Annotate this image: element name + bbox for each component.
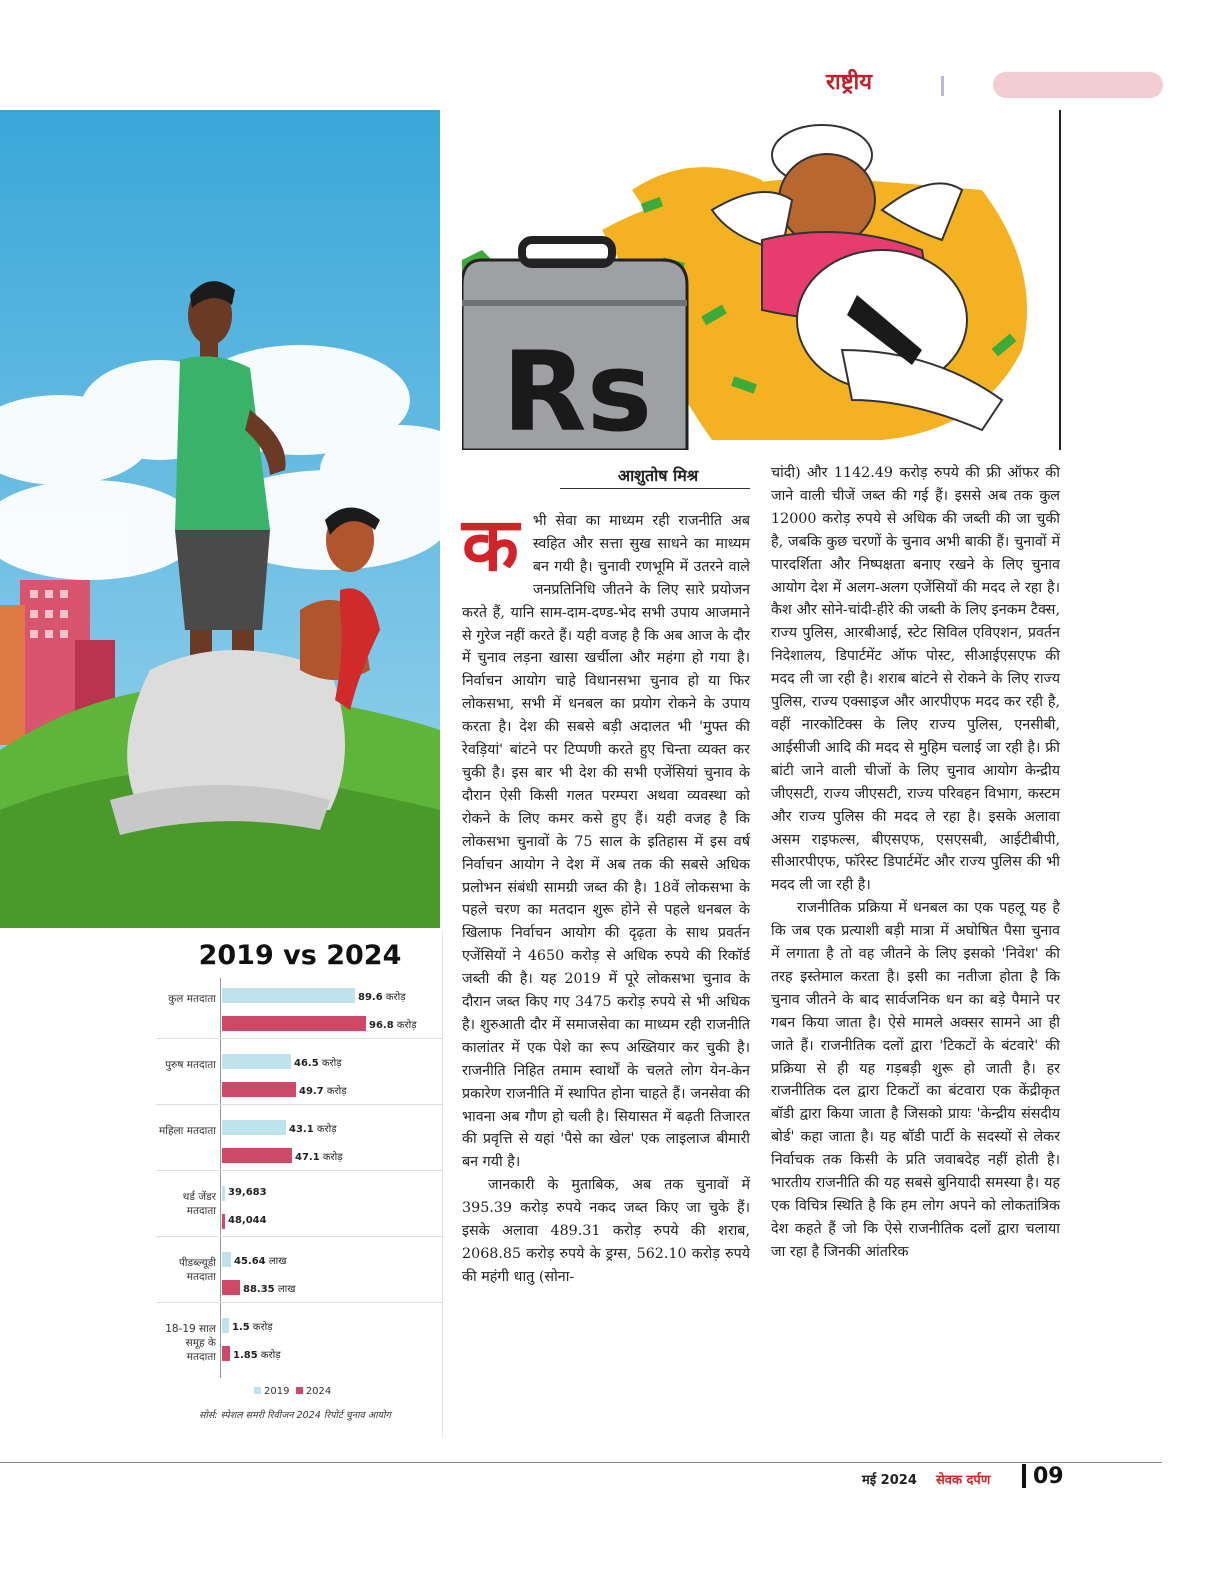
chart-data-label-2019: 45.64 लाख: [234, 1256, 287, 1267]
briefcase-rs-label: Rs: [502, 328, 653, 450]
chart-row-separator: [156, 1302, 442, 1303]
chart-bar-2024: [222, 1280, 240, 1295]
page-number: 09: [1033, 1464, 1064, 1489]
chart-bar-2019: [222, 1054, 291, 1069]
header-separator: [941, 76, 944, 96]
chart-bar-2024: [222, 1214, 225, 1229]
chart-data-label-2019: 39,683: [228, 1187, 267, 1198]
chart-data-label-2024: 47.1 करोड़: [295, 1152, 343, 1163]
article-column-1: [462, 502, 750, 1289]
chart-legend: [254, 1386, 331, 1397]
chart-row-separator: [156, 1104, 442, 1105]
chart-bar-2024: [222, 1082, 296, 1097]
chart-category-label: महिला मतदाता: [158, 1125, 216, 1137]
illustration-politician-money: [462, 110, 1060, 450]
chart-category-label: पीडब्ल्यूडी मतदाता: [178, 1257, 216, 1283]
legend-label-2019: 2019: [264, 1386, 290, 1397]
chart-category-label: 18-19 साल समूह के मतदाता: [165, 1323, 216, 1363]
chart-data-label-2024: 96.8 करोड़: [369, 1020, 417, 1031]
footer-date: मई 2024: [862, 1473, 917, 1488]
article-paragraph-3: चांदी) और 1142.49 करोड़ रुपये की फ्री ऑफर की जाने वाली चीजें जब्त की गई हैं। इससे अब तक कुल 12000 करोड़ रुपये से अधिक की जब्ती की जा चुकी है, जबकि कुछ चरणों के चुनाव अभी बाकी हैं। चुनावों में पारदर्शिता और निष्पक्षता बनाए रखने के लिए चुनाव आयोग देश में अलग-अलग एजेंसियों की मदद ले रहा है। कैश और सोने-चांदी-हीरे की जब्ती के लिए इनकम टैक्स, राज्य पुलिस, आरबीआई, स्टेट सिविल एविएशन, प्रवर्तन निदेशालय, डिपार्टमेंट ऑफ पोस्ट, सीआईएसएफ की मदद ली जा रही है। शराब बांटने से रोकने के लिए राज्य पुलिस, राज्य एक्साइज और आरपीएफ मदद कर रही है, वहीं नारकोटिक्स के लिए राज्य पुलिस, एनसीबी, आईसीजी आदि की मदद से मुहिम चलाई जा रही है। फ्री बांटी जाने वाली चीजों के लिए चुनाव आयोग केन्द्रीय जीएसटी, राज्य जीएसटी, राज्य परिवहन विभाग, कस्टम और राज्य पुलिस की मदद ले रहा है। इसके अलावा असम राइफल्स, बीएसएफ, एसएसबी, आईटीबीपी, सीआरपीएफ, फॉरेस्ट डिपार्टमेंट और राज्य पुलिस की भी मदद ली जा रही है।: [771, 465, 1060, 894]
dropcap-letter: क: [462, 502, 519, 588]
chart-bar-2019: [222, 1186, 225, 1201]
chart-data-label-2024: 48,044: [228, 1215, 267, 1226]
chart-category-label: पुरुष मतदाता: [165, 1059, 216, 1071]
article-paragraph-1-text: भी सेवा का माध्यम रही राजनीति अब स्वहित और सत्ता सुख साधने का माध्यम बन गयी है। चुनावी रणभूमि में उतरने वाले जनप्रतिनिधि जीतने के लिए सारे प्रयोजन करते हैं, यानि साम-दाम-दण्ड-भेद सभी उपाय आजमाने से गुरेज नहीं करते हैं। यही वजह है कि अब आज के दौर में चुनाव लड़ना खासा खर्चीला और महंगा हो गया है। निर्वाचन आयोग चाहे विधानसभा चुनाव हो या फिर लोकसभा, सभी में धनबल का प्रयोग रोकने के उपाय करता है। देश की सबसे बड़ी अदालत भी 'मुफ्त की रेवड़ियां' बांटने पर टिप्पणी करते हुए चिन्ता व्यक्त कर चुकी है। इस बार भी देश की सभी एजेंसियां चुनाव के दौरान ऐसी किसी गलत परम्परा अथवा व्यवस्था को रोकने के लिए कमर कसे हुए हैं। यही वजह है कि लोकसभा चुनावों के 75 साल के इतिहास में इस वर्ष निर्वाचन आयोग ने देश में अब तक की सबसे अधिक प्रलोभन संबंधी सामग्री जब्त की है। 18वें लोकसभा के पहले चरण का मतदान शुरू होने से पहले धनबल के खिलाफ निर्वाचन आयोग की दृढ़ता के साथ प्रवर्तन एजेंसियों ने 4650 करोड़ से अधिक रुपये की रिकॉर्ड जब्ती की है। यह 2019 में पूरे लोकसभा चुनाव के दौरान जब्त किए गए 3475 करोड़ रुपये से भी अधिक है। शुरुआती दौर में समाजसेवा का माध्यम रही राजनीति कालांतर में एक पेशे का रूप अख्तियार कर चुकी है। राजनीति निहित तमाम स्वार्थों के चलते लोग येन-केन प्रकारेण राजनीति में स्थापित होना चाहते हैं। जनसेवा की भावना अब गौण हो चली है। सियासत में बढ़ती तिजारत की प्रवृत्ति से यहां 'पैसे का खेल' एक लाइलाज बीमारी बन गयी है।: [462, 513, 750, 1171]
chart-bar-2019: [222, 988, 355, 1003]
chart-data-label-2019: 43.1 करोड़: [289, 1124, 337, 1135]
section-title: राष्ट्रीय: [826, 70, 873, 95]
chart-bar-2019: [222, 1120, 286, 1135]
chart-row-separator: [156, 1170, 442, 1171]
legend-label-2024: 2024: [305, 1386, 332, 1397]
illustration-politician-art: [462, 110, 1060, 450]
chart-source: सोर्स: स्पेशल समरी रिवीजन 2024 रिपोर्ट चुनाव आयोग: [199, 1410, 391, 1421]
chart-data-label-2019: 1.5 करोड़: [232, 1322, 273, 1333]
article-column-2: [771, 462, 1060, 1264]
voters-bar-chart: [156, 978, 442, 1398]
header-decor-pill: [993, 72, 1163, 98]
article-paragraph-2: जानकारी के मुताबिक, अब तक चुनावों में 395.39 करोड़ रुपये नकद जब्त किए जा चुके हैं। इसके अलावा 489.31 करोड़ रुपये की शराब, 2068.85 करोड़ रुपये के ड्रग्स, 562.10 करोड़ रुपये की महंगी धातु (सोना-: [462, 1177, 750, 1285]
chart-title: 2019 vs 2024: [198, 940, 402, 971]
chart-data-label-2019: 89.6 करोड़: [358, 992, 406, 1003]
byline: आशुतोष मिश्र: [617, 466, 699, 485]
chart-category-label: कुल मतदाता: [168, 993, 216, 1005]
legend-swatch-2019: [254, 1387, 261, 1394]
chart-data-label-2024: 88.35 लाख: [243, 1284, 296, 1295]
legend-swatch-2024: [296, 1387, 303, 1394]
chart-bar-2019: [222, 1252, 231, 1267]
chart-bar-2019: [222, 1318, 229, 1333]
chart-data-label-2024: 1.85 करोड़: [233, 1350, 281, 1361]
chart-bar-2024: [222, 1016, 366, 1031]
column-rule-top: [1059, 110, 1061, 450]
footer-divider: [1022, 1464, 1026, 1488]
illustration-two-men: [0, 110, 440, 928]
article-paragraph-1: [462, 502, 750, 1174]
chart-row-separator: [156, 1038, 442, 1039]
chart-bar-2024: [222, 1148, 292, 1163]
chart-row-separator: [156, 1236, 442, 1237]
footer-rule: [0, 1462, 1162, 1463]
chart-category-label: थर्ड जेंडर मतदाता: [182, 1191, 216, 1217]
illustration-two-men-art: [0, 110, 440, 928]
footer-brand: सेवक दर्पण: [936, 1473, 991, 1488]
chart-data-label-2019: 46.5 करोड़: [294, 1058, 342, 1069]
chart-data-label-2024: 49.7 करोड़: [299, 1086, 347, 1097]
byline-underline: [560, 488, 750, 489]
chart-bar-2024: [222, 1346, 230, 1361]
article-paragraph-4: राजनीतिक प्रक्रिया में धनबल का एक पहलू यह है कि जब एक प्रत्याशी बड़ी मात्रा में अघोषित पैसा चुनाव में लगाता है तो वह जीतने के लिए इसको 'निवेश' की तरह इस्तेमाल करता है। इसी का नतीजा होता है कि चुनाव जीतने के बाद सार्वजनिक धन का बड़े पैमाने पर गबन किया जाता है। ऐसे मामले अक्सर सामने आ ही जाते हैं। राजनीतिक दलों द्वारा 'टिकटों के बंटवारे' की प्रक्रिया से ही यह गड़बड़ी शुरू हो जाती है। हर राजनीतिक दल द्वारा टिकटों का बंटवारा एक केंद्रीकृत बॉडी द्वारा किया जाता है जिसको प्रायः 'केन्द्रीय संसदीय बोर्ड' कहा जाता है। यह बॉडी पार्टी के सदस्यों से लेकर निर्वाचक तक किसी के प्रति जवाबदेह नहीं होती है। भारतीय राजनीति की यह सबसे बुनियादी समस्या है। यह एक विचित्र स्थिति है कि हम लोग अपने को लोकतांत्रिक देश कहते हैं जो कि ऐसे राजनीतिक दलों द्वारा चलाया जा रहा है जिनकी आंतरिक: [771, 900, 1060, 1260]
